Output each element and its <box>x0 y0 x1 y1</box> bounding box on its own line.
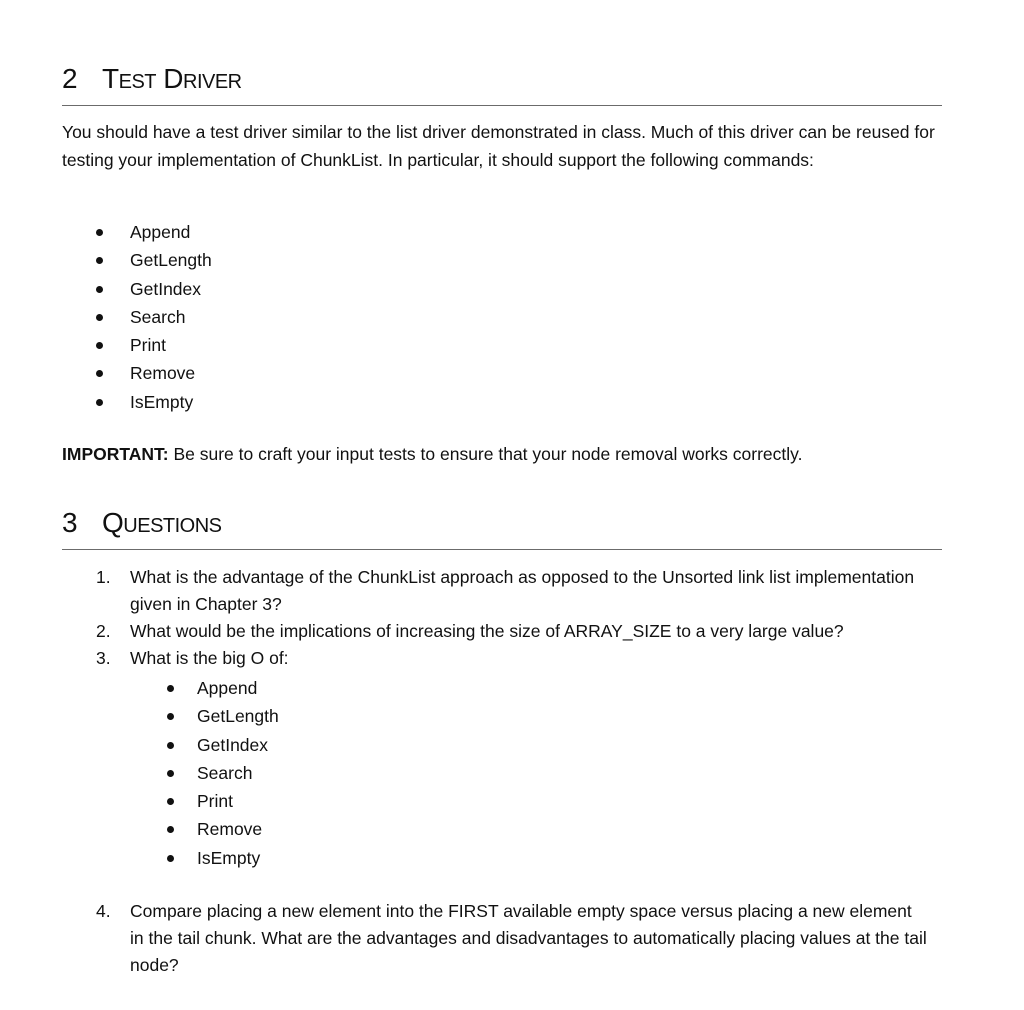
bullet-icon <box>96 399 103 406</box>
bullet-icon <box>167 826 174 833</box>
list-item: Print <box>130 331 212 359</box>
list-item: Remove <box>130 359 212 387</box>
question-text: What would be the implications of increasing the size of ARRAY_SIZE to a very large value? <box>130 621 844 641</box>
section-2-number: 2 <box>62 63 78 94</box>
list-item: Remove <box>197 815 279 843</box>
question-number: 2. <box>96 621 111 641</box>
section-2-heading <box>62 62 942 106</box>
bullet-icon <box>96 314 103 321</box>
bullet-icon <box>96 229 103 236</box>
bullet-icon <box>96 286 103 293</box>
list-item: GetIndex <box>197 731 279 759</box>
list-item: IsEmpty <box>197 844 279 872</box>
important-text: Be sure to craft your input tests to ensure that your node removal works correctly. <box>168 444 803 464</box>
section-2-title: Test Driver <box>102 63 242 94</box>
section-3-number: 3 <box>62 507 78 538</box>
section-3-title: Questions <box>102 507 222 538</box>
question-text: What is the advantage of the ChunkList approach as opposed to the Unsorted link list implementation given in Chapter 3? <box>130 567 915 614</box>
important-note <box>62 440 942 468</box>
bullet-icon <box>167 685 174 692</box>
question-number: 4. <box>96 901 111 921</box>
question-text: What is the big O of: <box>130 648 289 668</box>
list-item: GetLength <box>130 246 212 274</box>
list-item: Search <box>197 759 279 787</box>
section-3-heading <box>62 506 942 550</box>
bullet-icon <box>167 713 174 720</box>
commands-list <box>130 218 212 416</box>
section-2-intro: You should have a test driver similar to the list driver demonstrated in class. Much of this driver can be reused for testing your implementation of ChunkList. In particular, it should support the following commands: <box>62 122 935 170</box>
question-number: 1. <box>96 567 111 587</box>
list-item: IsEmpty <box>130 388 212 416</box>
bullet-icon <box>96 342 103 349</box>
list-item: Search <box>130 303 212 331</box>
bullet-icon <box>96 370 103 377</box>
list-item: Append <box>130 218 212 246</box>
list-item: Append <box>197 674 279 702</box>
bullet-icon <box>167 770 174 777</box>
list-item: Print <box>197 787 279 815</box>
bullet-icon <box>167 798 174 805</box>
important-label: IMPORTANT: <box>62 444 169 464</box>
list-item: GetIndex <box>130 275 212 303</box>
list-item: GetLength <box>197 702 279 730</box>
bullet-icon <box>167 855 174 862</box>
bigo-list <box>197 674 279 872</box>
question-text: Compare placing a new element into the FIRST available empty space versus placing a new element in the tail chunk. What are the advantages and disadvantages to automatically placing values at the tail node? <box>130 901 927 975</box>
bullet-icon <box>96 257 103 264</box>
bullet-icon <box>167 742 174 749</box>
question-number: 3. <box>96 648 111 668</box>
